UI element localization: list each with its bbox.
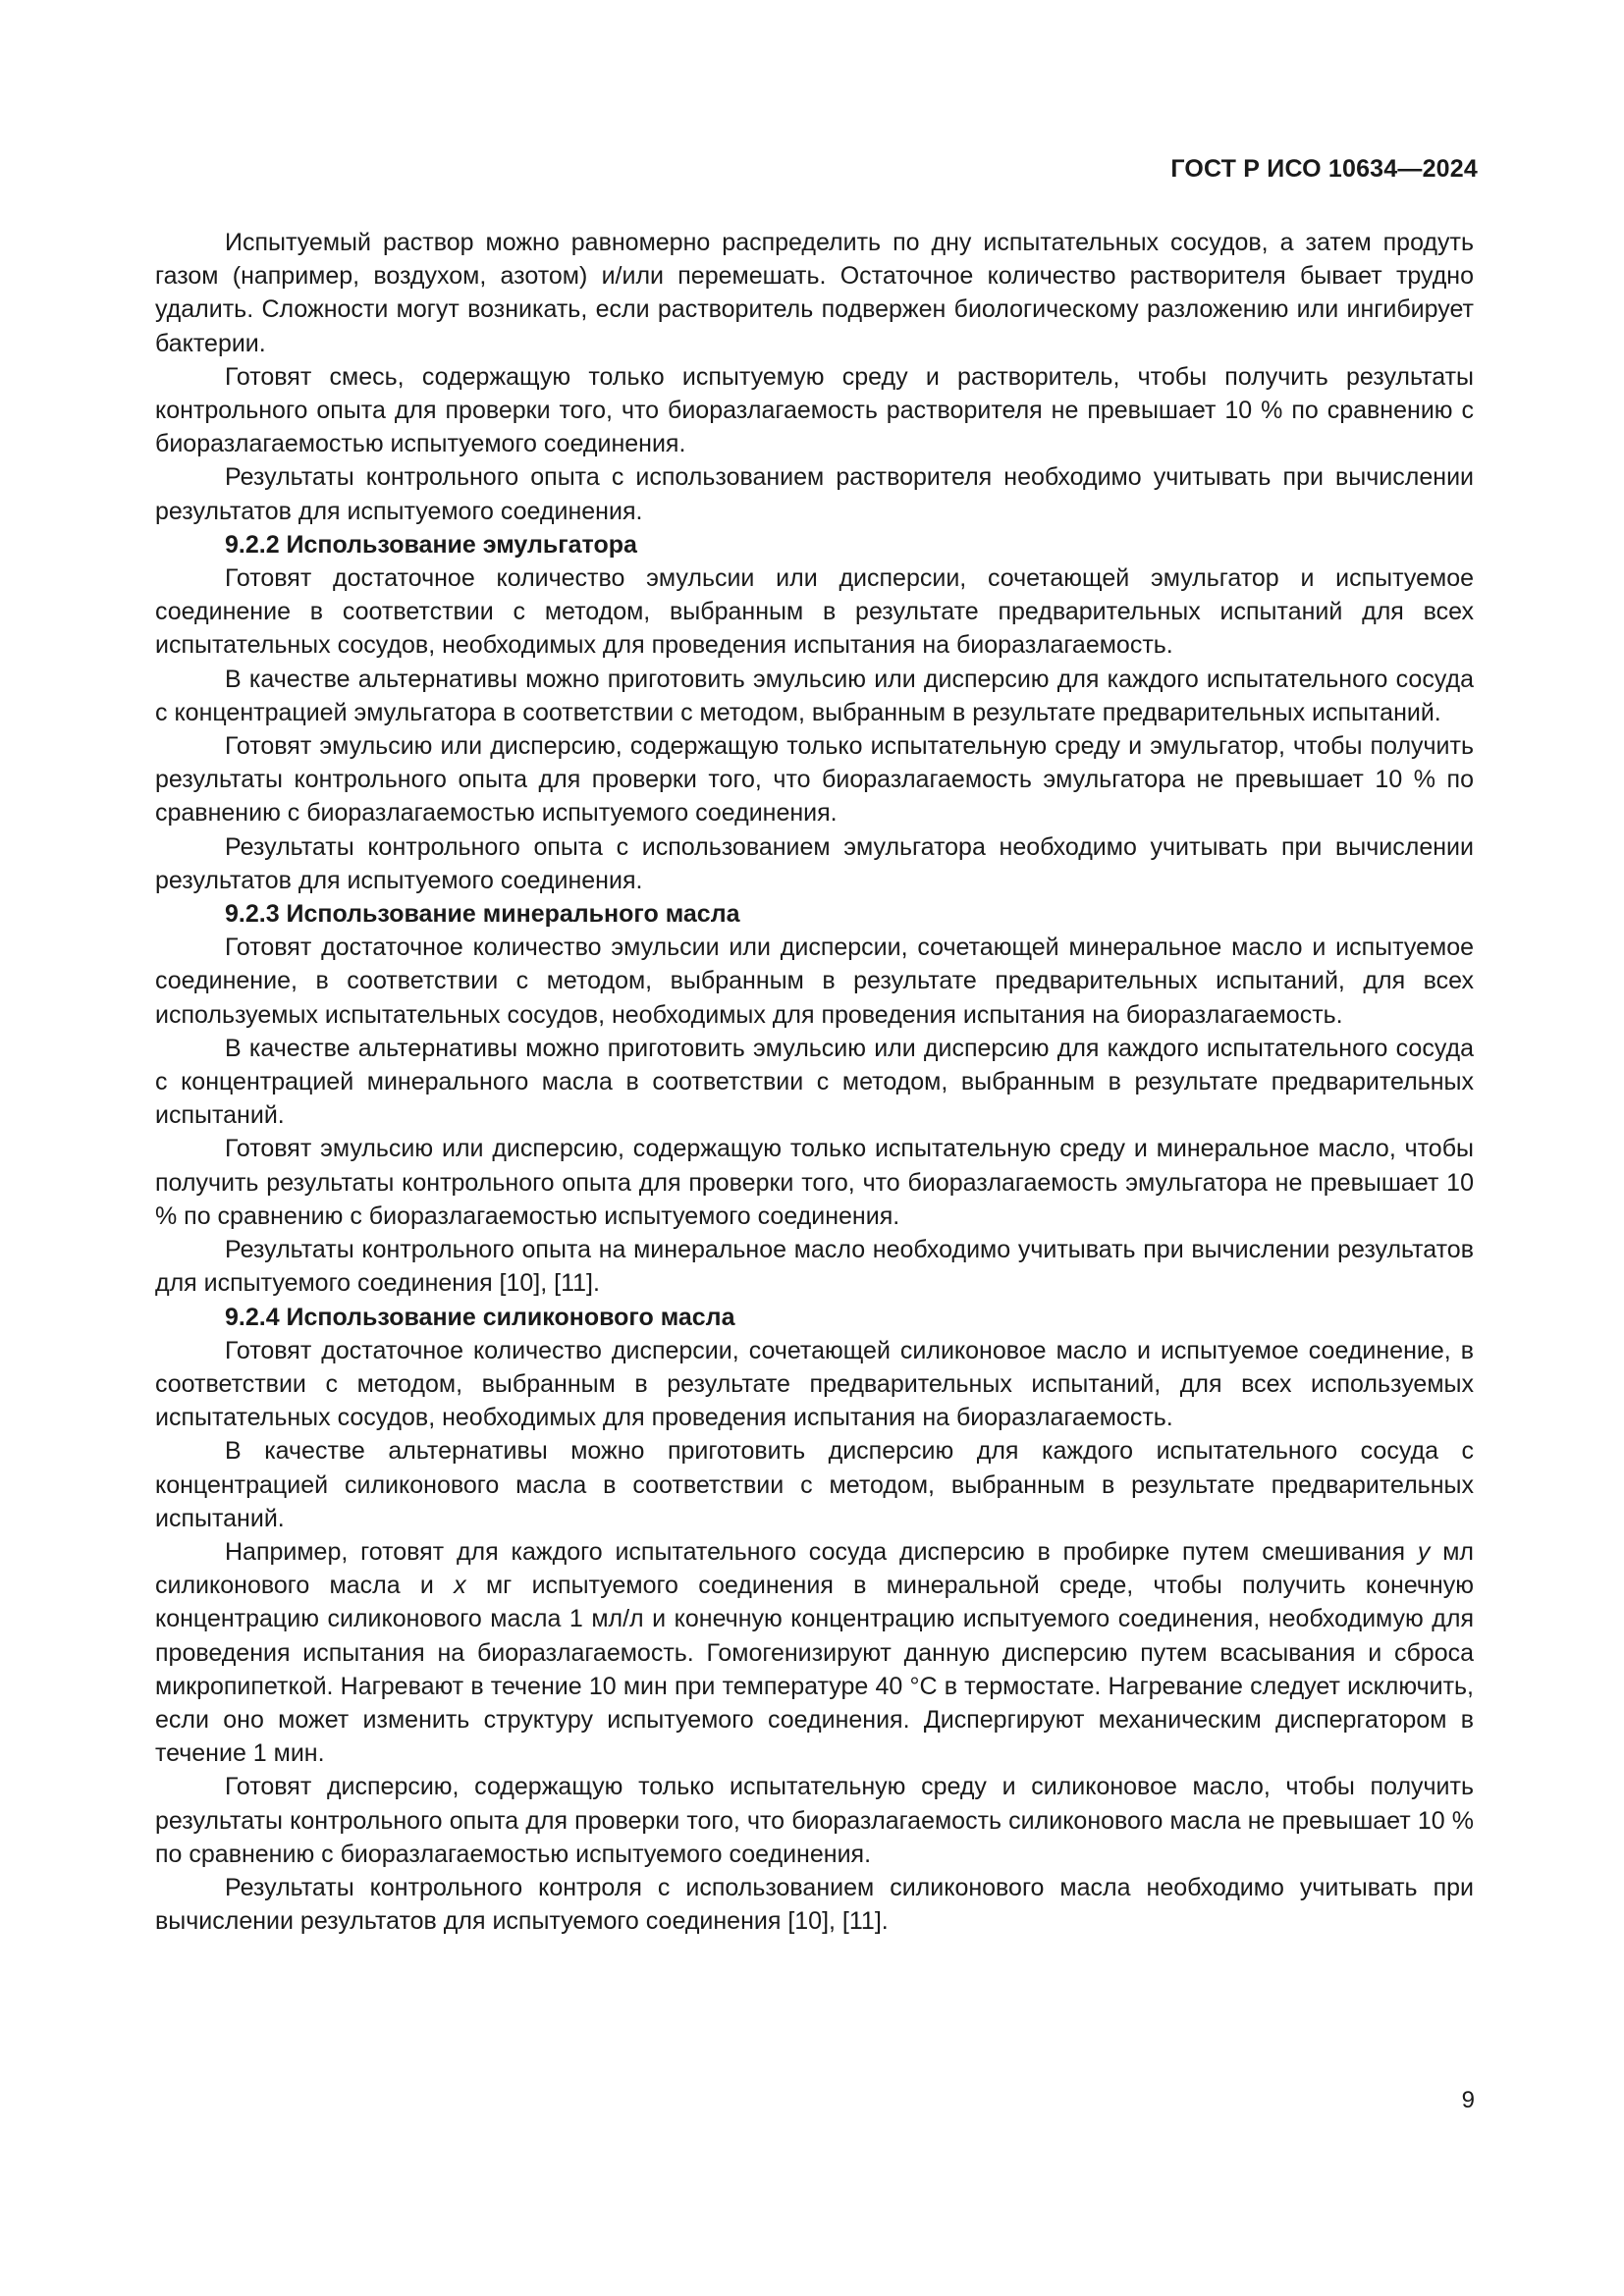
paragraph: Результаты контрольного опыта на минеральное масло необходимо учитывать при вычислении результатов для испытуемого соединения [10], [11].	[155, 1236, 1474, 1298]
variable-y: y	[1417, 1537, 1431, 1566]
paragraph: В качестве альтернативы можно приготовить дисперсию для каждого испытательного сосуда с концентрацией силиконового масла в соответствии с методом, выбранным в результате предварительных испытаний.	[155, 1437, 1474, 1532]
text-run: мл силиконового масла и	[155, 1537, 1474, 1600]
paragraph: Готовят достаточное количество дисперсии, сочетающей силиконовое масло и испытуемое соединение, в соответствии с методом, выбранным в результате предварительных испытаний, для всех используемых испытательных сосудов, необходимых для проведения испытания на биоразлагаемость.	[155, 1336, 1474, 1432]
text-run: мг испытуемого соединения в минеральной среде, чтобы получить конечную концентрацию силиконового масла 1 мл/л и конечную концентрацию испытуемого соединения, необходимую для проведения испытания на биоразлагаемость. Гомогенизируют данную дисперсию путем всасывания и сброса микропипеткой. Нагревают в течение 10 мин при температуре 40 °С в термостате. Нагревание следует исключить, если оно может изменить структуру испытуемого соединения. Диспергируют механическим диспергатором в течение 1 мин.	[155, 1572, 1474, 1768]
paragraph: Готовят эмульсию или дисперсию, содержащую только испытательную среду и эмульгатор, чтобы получить результаты контрольного опыта для проверки того, что биоразлагаемость эмульгатора не превышает 10 % по сравнению с биоразлагаемостью испытуемого соединения.	[155, 732, 1474, 828]
section-heading-9-2-2: 9.2.2 Использование эмульгатора	[225, 530, 637, 559]
paragraph: Готовят эмульсию или дисперсию, содержащую только испытательную среду и минеральное масло, чтобы получить результаты контрольного опыта для проверки того, что биоразлагаемость эмульгатора не превышает 10 % по сравнению с биоразлагаемостью испытуемого соединения.	[155, 1135, 1474, 1230]
paragraph: Готовят смесь, содержащую только испытуемую среду и растворитель, чтобы получить результаты контрольного опыта для проверки того, что биоразлагаемость растворителя не превышает 10 % по сравнению с биоразлагаемостью испытуемого соединения.	[155, 362, 1474, 458]
paragraph: Результаты контрольного опыта с использованием эмульгатора необходимо учитывать при вычислении результатов для испытуемого соединения.	[155, 832, 1474, 894]
paragraph: Результаты контрольного опыта с использованием растворителя необходимо учитывать при вычислении результатов для испытуемого соединения.	[155, 463, 1474, 525]
page-body	[155, 226, 1474, 1938]
variable-x: x	[454, 1572, 466, 1600]
paragraph: Готовят достаточное количество эмульсии или дисперсии, сочетающей эмульгатор и испытуемое соединение в соответствии с методом, выбранным в результате предварительных испытаний для всех испытательных сосудов, необходимых для проведения испытания на биоразлагаемость.	[155, 564, 1474, 660]
page-number: 9	[1461, 2087, 1475, 2113]
paragraph-with-variables	[155, 1535, 1474, 1770]
section-heading-9-2-4: 9.2.4 Использование силиконового масла	[225, 1303, 735, 1331]
paragraph: Готовят дисперсию, содержащую только испытательную среду и силиконовое масло, чтобы получить результаты контрольного опыта для проверки того, что биоразлагаемость силиконового масла не превышает 10 % по сравнению с биоразлагаемостью испытуемого соединения.	[155, 1773, 1474, 1868]
paragraph: Готовят достаточное количество эмульсии или дисперсии, сочетающей минеральное масло и испытуемое соединение, в соответствии с методом, выбранным в результате предварительных испытаний, для всех используемых испытательных сосудов, необходимых для проведения испытания на биоразлагаемость.	[155, 934, 1474, 1029]
document-code: ГОСТ Р ИСО 10634—2024	[1170, 155, 1478, 183]
paragraph: В качестве альтернативы можно приготовить эмульсию или дисперсию для каждого испытательного сосуда с концентрацией эмульгатора в соответствии с методом, выбранным в результате предварительных испытаний.	[155, 665, 1474, 726]
paragraph: Испытуемый раствор можно равномерно распределить по дну испытательных сосудов, а затем продуть газом (например, воздухом, азотом) и/или перемешать. Остаточное количество растворителя бывает трудно удалить. Сложности могут возникать, если растворитель подвержен биологическому разложению или ингибирует бактерии.	[155, 229, 1474, 357]
paragraph: В качестве альтернативы можно приготовить эмульсию или дисперсию для каждого испытательного сосуда с концентрацией минерального масла в соответствии с методом, выбранным в результате предварительных испытаний.	[155, 1034, 1474, 1130]
paragraph: Результаты контрольного контроля с использованием силиконового масла необходимо учитывать при вычислении результатов для испытуемого соединения [10], [11].	[155, 1873, 1474, 1936]
text-run: Например, готовят для каждого испытательного сосуда дисперсию в пробирке путем смешивания	[225, 1537, 1418, 1566]
section-heading-9-2-3: 9.2.3 Использование минерального масла	[225, 900, 740, 929]
